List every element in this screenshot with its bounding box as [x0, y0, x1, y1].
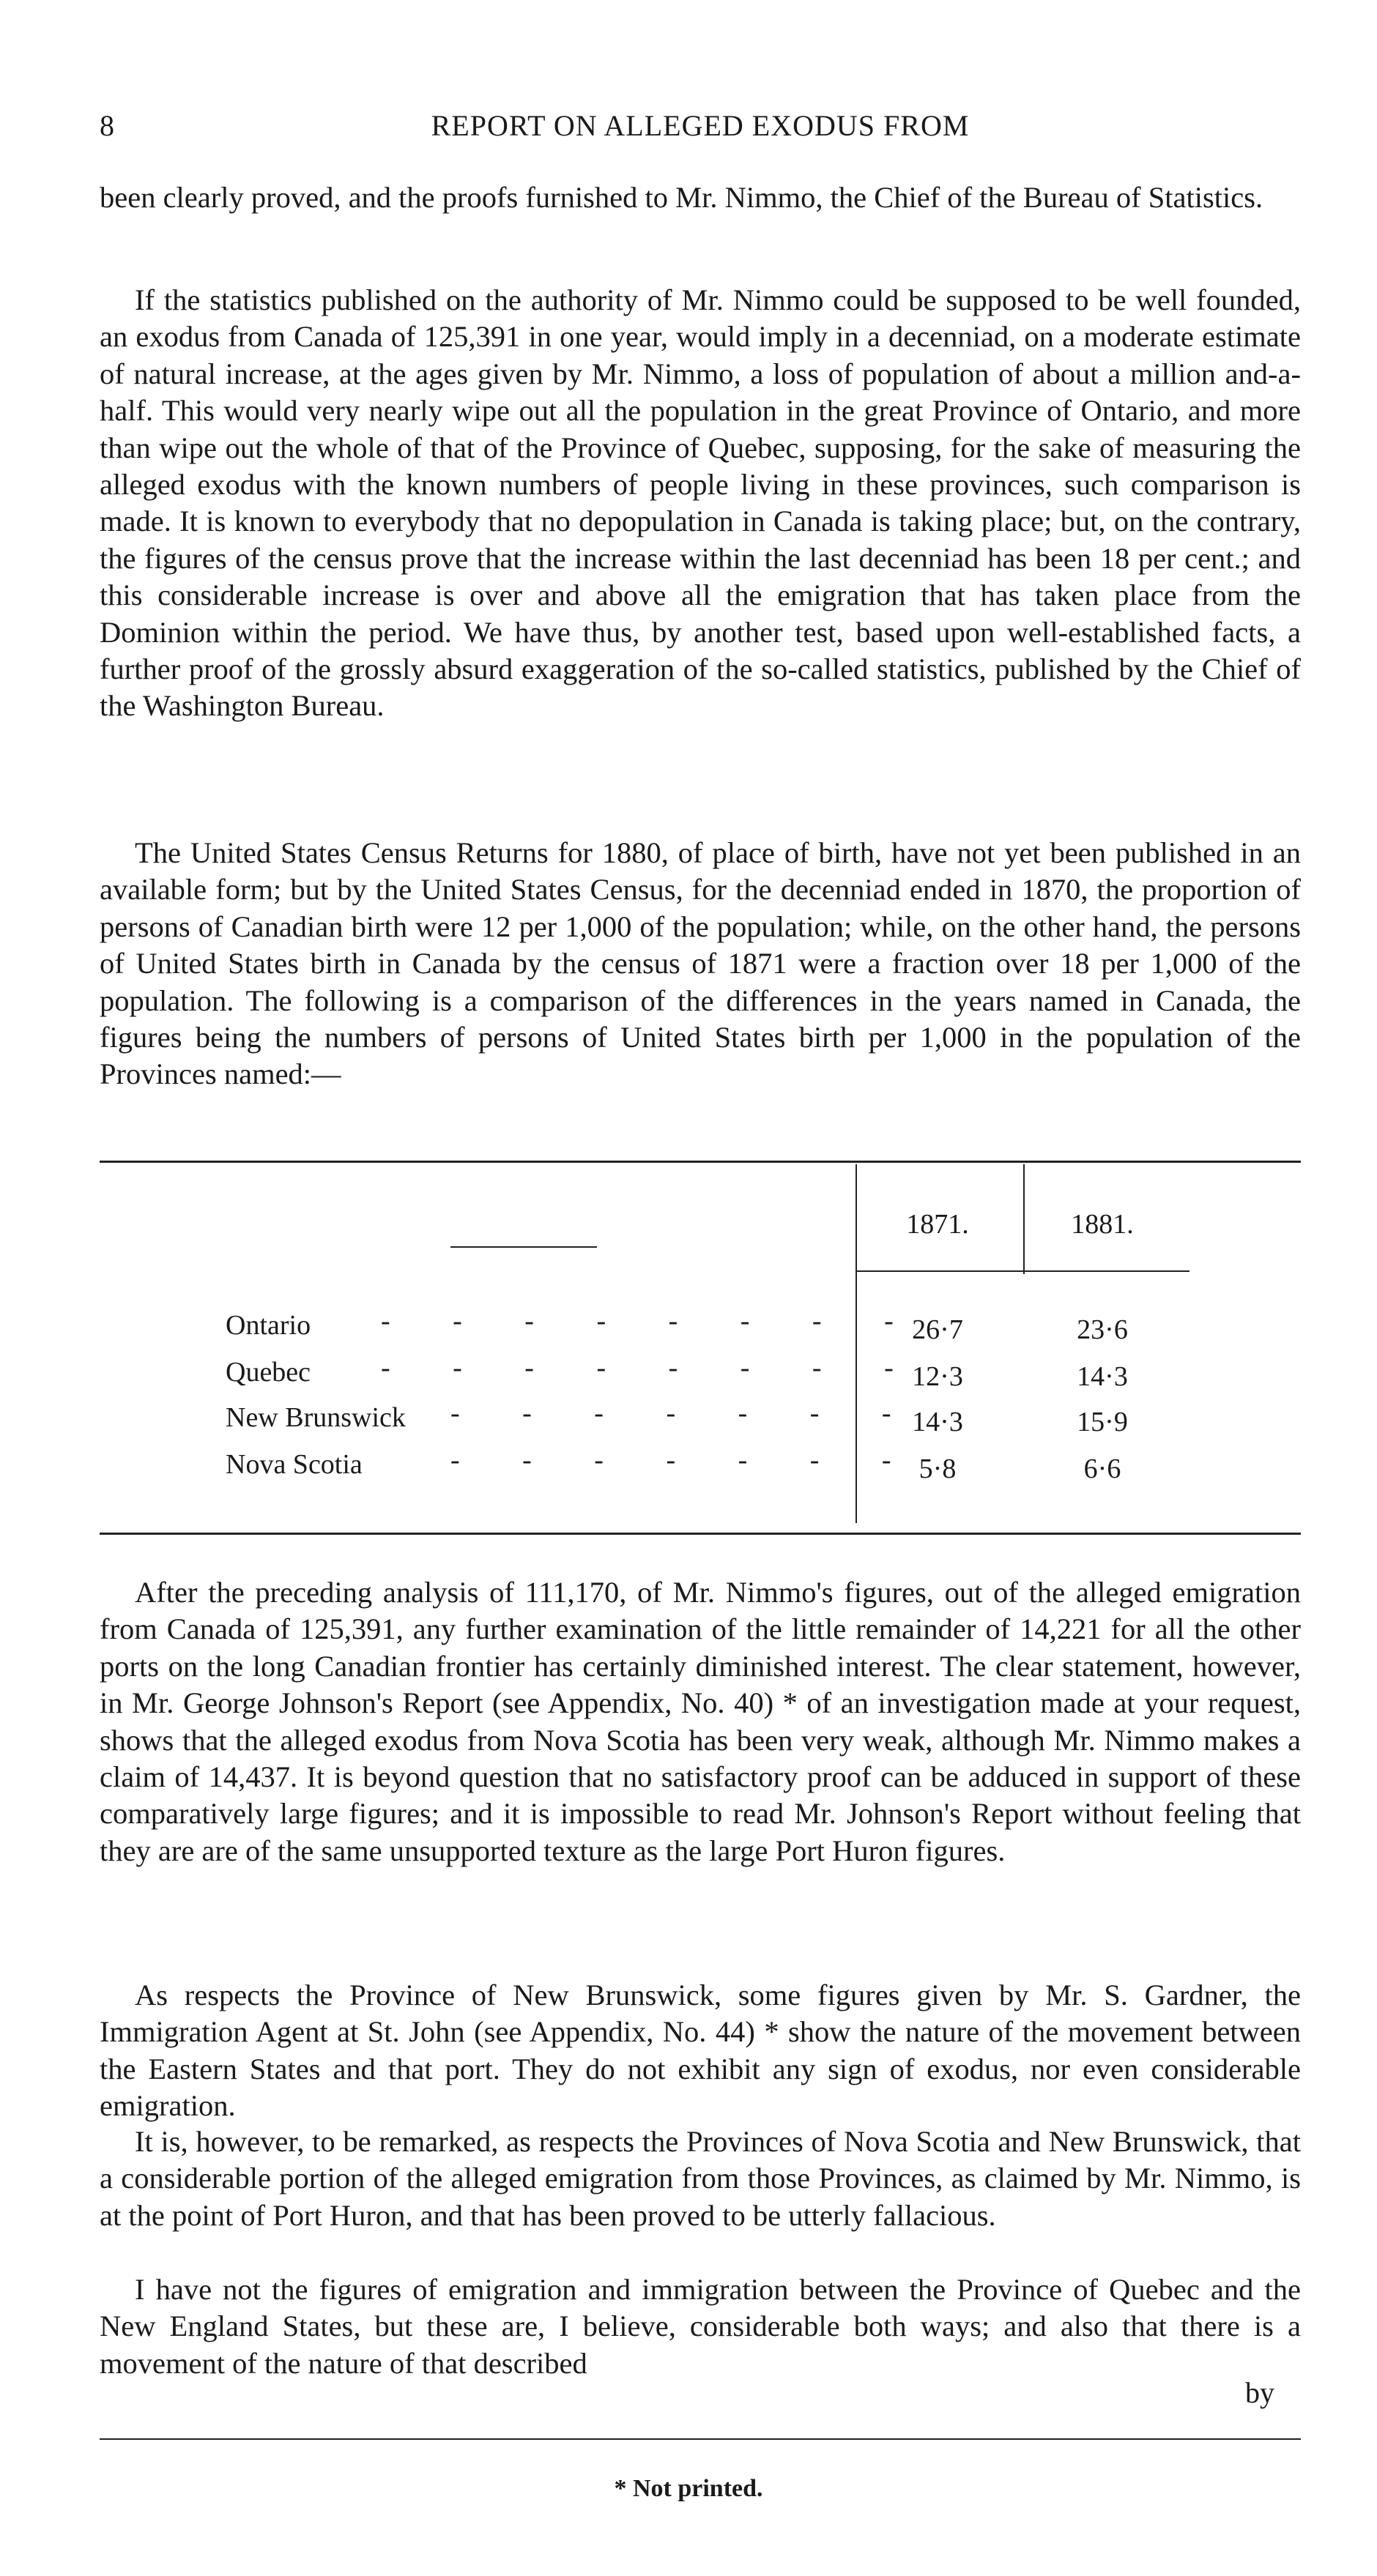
footnote: * Not printed. — [614, 2475, 763, 2502]
paragraph-5: As respects the Province of New Brunswick, some figures given by Mr. S. Gardner, the Immigration Agent at St. John (see Appendix, No. 44) * show the nature of the movement between the Eastern States and that port. They do not exhibit any sign of exodus, nor even considerable emigration. — [100, 1978, 1301, 2123]
cell-ontario-1881: 23·6 — [1077, 1314, 1128, 1345]
dot-leader: - - - - - - - — [450, 1445, 919, 1475]
paragraph-4: After the preceding analysis of 111,170, of Mr. Nimmo's figures, out of the alleged emigration from Canada of 125,391, any further examination of the little remainder of 14,221 for all the other ports on the long Canadian frontier has certainly diminished interest. The clear statement, however, in Mr. George Johnson's Report (see Appendix, No. 40) * of an investigation made at your request, shows that the alleged exodus from Nova Scotia has been very weak, although Mr. Nimmo makes a claim of 14,437. It is beyond question that no satisfactory proof can be adduced in support of these comparatively large figures; and it is impossible to read Mr. Johnson's Report without feeling that they are are of the same unsupported texture as the large Port Huron figures. — [100, 1576, 1301, 1867]
table-bottom-rule — [100, 1533, 1301, 1535]
paragraph-7: I have not the figures of emigration and immigration between the Province of Quebec and the New England States, but these are, I believe, considerable both ways; and also that there is a movement of the nature of that described — [100, 2273, 1301, 2380]
cell-nova-scotia-1871: 5·8 — [918, 1453, 957, 1484]
catchword: by — [1245, 2376, 1274, 2409]
table-top-rule — [100, 1161, 1301, 1163]
footnote-rule — [100, 2438, 1301, 2440]
running-title: REPORT ON ALLEGED EXODUS FROM — [431, 109, 970, 142]
cell-quebec-1881: 14·3 — [1077, 1361, 1128, 1392]
stub-header-rule — [450, 1246, 597, 1248]
dot-leader: - - - - - - - - — [381, 1352, 921, 1383]
cell-quebec-1871: 12·3 — [912, 1361, 963, 1392]
paragraph-2: If the statistics published on the authority of Mr. Nimmo could be supposed to be well founded, an exodus from Canada of 125,391 in one year, would imply in a decenniad, on a moderate estimate of natural increase, at the ages given by Mr. Nimmo, a loss of population of about a million and-a-half. This would very nearly wipe out all the population in the great Province of Ontario, and more than wipe out the whole of that of the Province of Quebec, supposing, for the sake of measuring the alleged exodus with the known numbers of people living in these provinces, such comparison is made. It is known to everybody that no depopulation in Canada is taking place; but, on the contrary, the figures of the census prove that the increase within the last decenniad has been 18 per cent.; and this considerable increase is over and above all the emigration that has taken place from the Dominion within the period. We have thus, by another test, based upon well-established facts, a further proof of the grossly absurd exaggeration of the so-called statistics, published by the Chief of the Washington Bureau. — [100, 283, 1301, 723]
cell-new-brunswick-1871: 14·3 — [912, 1407, 963, 1437]
cell-ontario-1871: 26·7 — [912, 1314, 963, 1345]
cell-new-brunswick-1881: 15·9 — [1077, 1407, 1128, 1437]
dot-leader: - - - - - - - — [450, 1398, 919, 1429]
row-label-nova-scotia: Nova Scotia — [226, 1449, 363, 1480]
column-header-1881: 1881. — [1071, 1209, 1134, 1240]
dot-leader: - - - - - - - - — [381, 1306, 921, 1336]
row-label-new-brunswick: New Brunswick — [226, 1402, 406, 1433]
row-label-quebec: Quebec — [226, 1357, 311, 1388]
paragraph-6: It is, however, to be remarked, as respects the Provinces of Nova Scotia and New Brunswick, that a considerable portion of the alleged emigration from those Provinces, as claimed by Mr. Nimmo, is at the point of Port Huron, and that has been proved to be utterly fallacious. — [100, 2125, 1301, 2232]
page-header — [100, 108, 1301, 152]
column-divider-2 — [1023, 1164, 1025, 1274]
column-header-1871: 1871. — [906, 1209, 969, 1240]
page-number: 8 — [100, 109, 115, 142]
cell-nova-scotia-1881: 6·6 — [1083, 1453, 1121, 1484]
paragraph-1: been clearly proved, and the proofs furnished to Mr. Nimmo, the Chief of the Bureau of Statistics. — [100, 181, 1263, 214]
row-label-ontario: Ontario — [226, 1310, 311, 1341]
header-bottom-rule — [855, 1270, 1189, 1272]
paragraph-3: The United States Census Returns for 1880, of place of birth, have not yet been published in an available form; but by the United States Census, for the decenniad ended in 1870, the proportion of persons of Canadian birth were 12 per 1,000 of the population; while, on the other hand, the persons of United States birth in Canada by the census of 1871 were a fraction over 18 per 1,000 of the population. The following is a comparison of the differences in the years named in Canada, the figures being the numbers of persons of United States birth per 1,000 in the population of the Provinces named:— — [100, 836, 1301, 1091]
